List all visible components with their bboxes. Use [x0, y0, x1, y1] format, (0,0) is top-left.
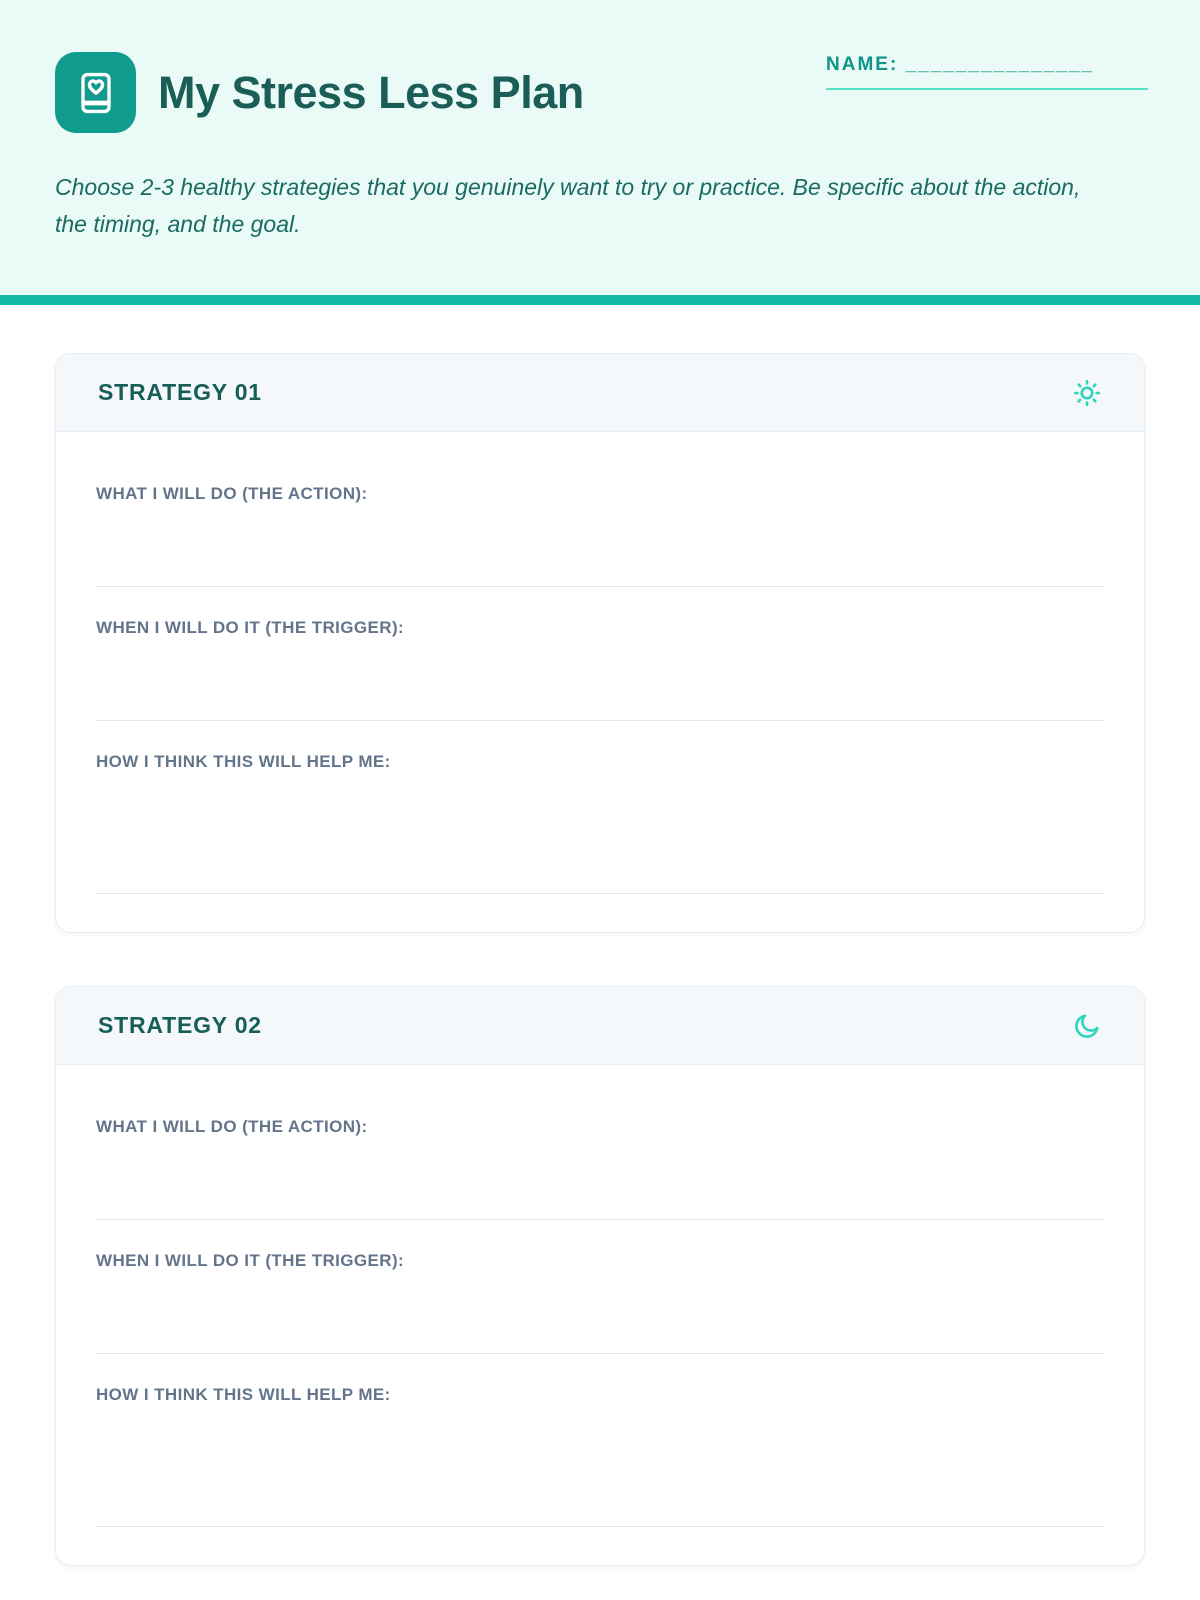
name-field[interactable]	[826, 54, 1148, 90]
field-label-action: WHAT I WILL DO (THE ACTION):	[96, 484, 368, 503]
strategy-01-body	[56, 484, 1144, 894]
sun-icon	[1072, 378, 1102, 408]
strategy-02-body	[56, 1117, 1144, 1527]
worksheet-body	[0, 353, 1200, 1566]
field-label-trigger: WHEN I WILL DO IT (THE TRIGGER):	[96, 1251, 405, 1270]
field-label-help: HOW I THINK THIS WILL HELP ME:	[96, 1385, 391, 1404]
answer-area-action[interactable]	[96, 504, 1104, 587]
strategy-card-02	[55, 986, 1145, 1566]
header-band	[0, 0, 1200, 295]
answer-area-trigger[interactable]	[96, 1271, 1104, 1354]
header-top-row	[55, 52, 1148, 133]
instructions-text: Choose 2-3 healthy strategies that you genuinely want to try or practice. Be specific about the action, the timing, and the goal.	[55, 174, 1081, 238]
field-label-action: WHAT I WILL DO (THE ACTION):	[96, 1117, 368, 1136]
strategy-01-title: STRATEGY 01	[98, 379, 262, 405]
brand	[55, 52, 584, 133]
strategy-card-01	[55, 353, 1145, 933]
journal-heart-icon	[55, 52, 136, 133]
page-title: My Stress Less Plan	[158, 67, 584, 118]
field-label-help: HOW I THINK THIS WILL HELP ME:	[96, 752, 391, 771]
answer-area-help[interactable]	[96, 772, 1104, 894]
strategy-01-header	[56, 354, 1144, 432]
strategy-02-title: STRATEGY 02	[98, 1012, 262, 1038]
answer-area-action[interactable]	[96, 1137, 1104, 1220]
name-blank: _______________	[905, 54, 1095, 75]
answer-area-trigger[interactable]	[96, 638, 1104, 721]
name-label: NAME:	[826, 54, 899, 75]
strategy-02-header	[56, 987, 1144, 1065]
divider-bar	[0, 295, 1200, 305]
moon-icon	[1072, 1011, 1102, 1041]
answer-area-help[interactable]	[96, 1405, 1104, 1527]
field-label-trigger: WHEN I WILL DO IT (THE TRIGGER):	[96, 618, 405, 637]
